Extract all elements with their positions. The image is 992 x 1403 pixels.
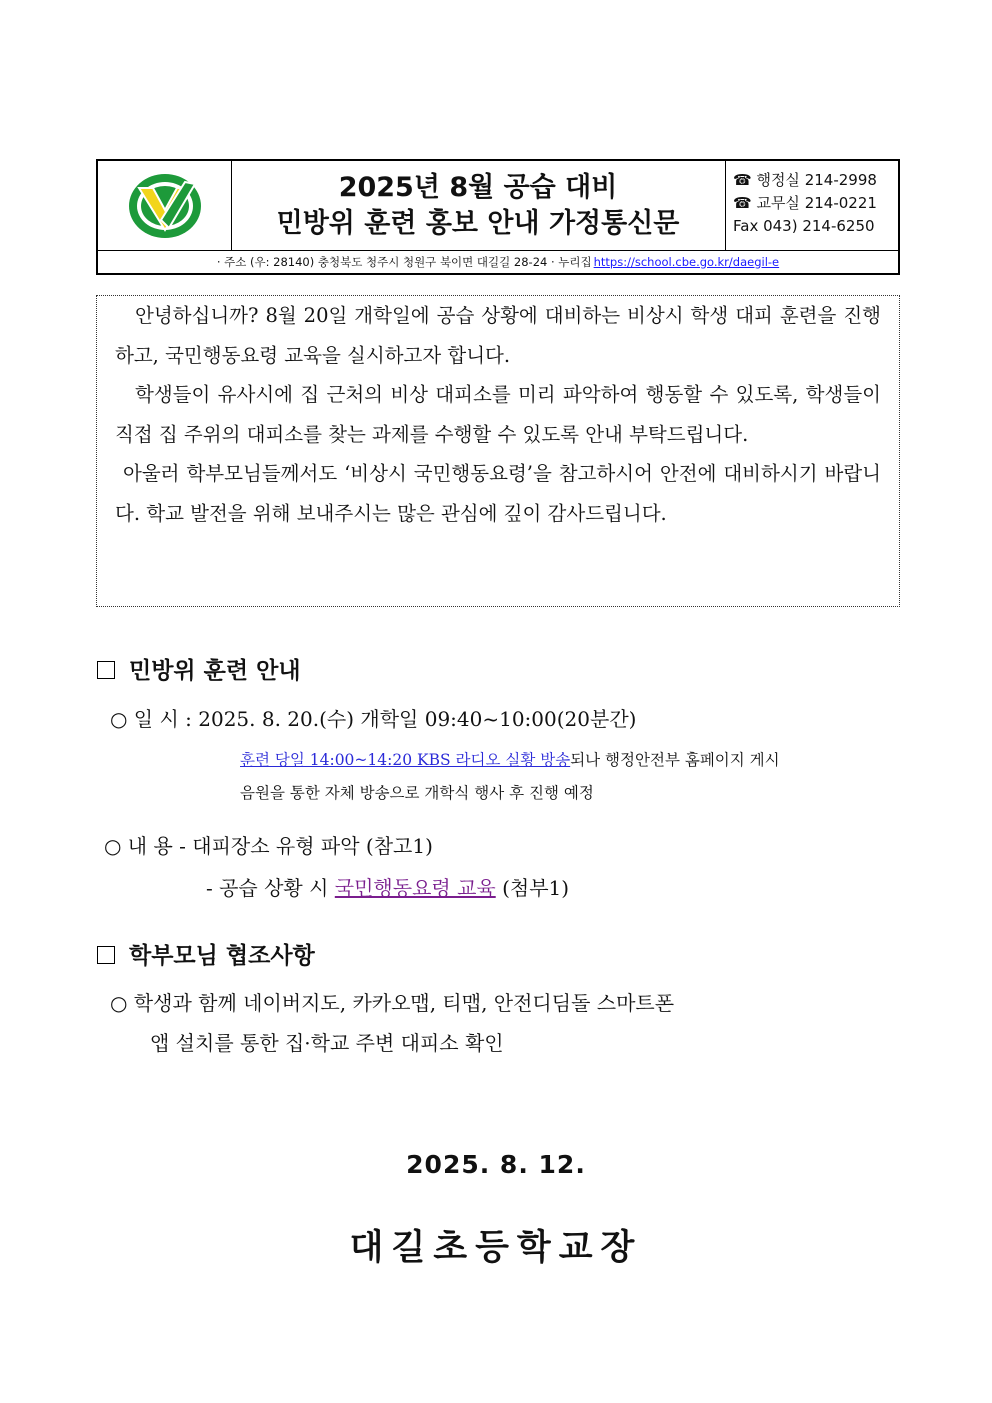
phone-icon: ☎ (733, 171, 757, 189)
content-line-2-suffix: (첨부1) (502, 876, 570, 900)
checkbox-square-icon (97, 946, 115, 964)
letterhead (96, 159, 900, 275)
phone-icon: ☎ (733, 194, 757, 212)
schedule-note-line-1 (240, 744, 780, 777)
cooperation-line-2: 앱 설치를 통한 집·학교 주변 대피소 확인 (150, 1031, 504, 1055)
schedule-note-line-2: 음원을 통한 자체 방송으로 개학식 행사 후 진행 예정 (240, 784, 594, 802)
section-title-drill-text: 민방위 훈련 안내 (129, 658, 301, 684)
school-logo-cell (98, 161, 232, 250)
homepage-link[interactable]: https://school.cbe.go.kr/daegil-e (593, 254, 780, 269)
greeting-box (96, 295, 900, 607)
title-line-1: 2025년 8월 공습 대비 (338, 171, 618, 203)
greeting-paragraph-3: 아울러 학부모님들께서도 ‘비상시 국민행동요령’을 참고하시어 안전에 대비하시기 바랍니다. 학교 발전을 위해 보내주시는 많은 관심에 깊이 감사드립니다. (115, 462, 881, 525)
greeting-paragraph-2: 학생들이 유사시에 집 근처의 비상 대피소를 미리 파악하여 행동할 수 있도록, 학생들이 직접 집 주위의 대피소를 찾는 과제를 수행할 수 있도록 안내 부탁드립니다. (115, 383, 881, 446)
civil-defense-education-link[interactable]: 국민행동요령 교육 (334, 876, 496, 900)
address-row (98, 250, 898, 273)
issue-date: 2025. 8. 12. (406, 1150, 586, 1179)
contact-teachers-office (733, 192, 898, 215)
letter-title (231, 161, 726, 250)
content-line-2 (206, 872, 569, 901)
letterhead-top-row (98, 161, 898, 251)
title-line-2: 민방위 훈련 홍보 안내 가정통신문 (276, 207, 680, 239)
signer-name: 대길초등학교장 (349, 1228, 643, 1268)
contact-fax-text: Fax 043) 214-6250 (733, 217, 875, 235)
contact-admin-text: 행정실 214-2998 (756, 171, 877, 189)
radio-broadcast-link[interactable]: 훈련 당일 14:00~14:20 KBS 라디오 실황 방송 (240, 751, 571, 769)
greeting-paragraph-1: 안녕하십니까? 8월 20일 개학일에 공습 상황에 대비하는 비상시 학생 대피 훈련을 진행하고, 국민행동요령 교육을 실시하고자 합니다. (115, 304, 881, 367)
contact-fax (733, 215, 898, 238)
contact-teachers-text: 교무실 214-0221 (756, 194, 877, 212)
checkbox-square-icon (97, 661, 115, 679)
address-text: · 주소 (우: 28140) 충청북도 청주시 청원구 북이면 대길길 28-24 · 누리집 (216, 254, 592, 269)
content-line-1: ○ 내 용 - 대피장소 유형 파악 (참고1) (104, 834, 433, 858)
contact-info (725, 161, 898, 250)
content-line-2-prefix: - 공습 상황 시 (206, 876, 329, 900)
schedule-note-rest: 되나 행정안전부 홈페이지 게시 (570, 751, 780, 769)
cooperation-line-1: ○ 학생과 함께 네이버지도, 카카오맵, 티맵, 안전디딤돌 스마트폰 (110, 991, 675, 1015)
school-logo-icon (125, 170, 205, 242)
section-title-cooperation (97, 937, 315, 970)
schedule-line: ○ 일 시 : 2025. 8. 20.(수) 개학일 09:40~10:00(20분간) (110, 707, 637, 731)
section-title-drill (97, 652, 301, 685)
section-title-cooperation-text: 학부모님 협조사항 (129, 943, 315, 969)
contact-admin-office (733, 169, 898, 192)
